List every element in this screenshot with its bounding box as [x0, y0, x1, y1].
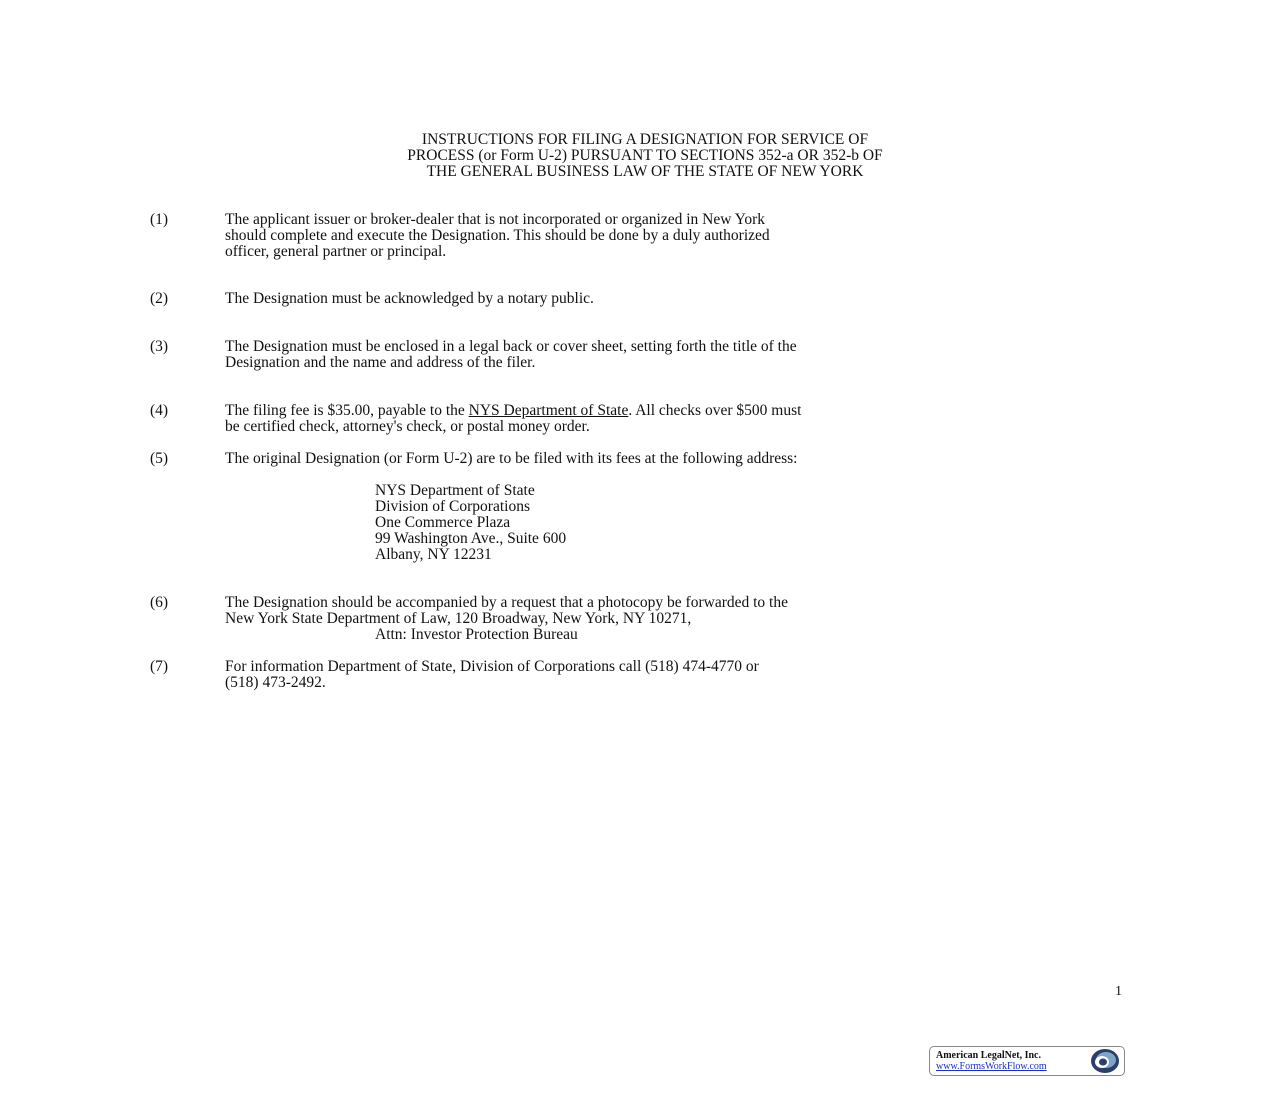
item-number: (1): [150, 211, 169, 228]
globe-icon: [1087, 1048, 1121, 1074]
item-number: (4): [150, 402, 169, 419]
item-number: (7): [150, 658, 169, 675]
item-text: New York State Department of Law, 120 Broadway, New York, NY 10271,: [225, 610, 692, 627]
item-text: be certified check, attorney's check, or postal money order.: [225, 418, 590, 435]
item-text: Designation and the name and address of the filer.: [225, 354, 536, 371]
item-text: The applicant issuer or broker-dealer that is not incorporated or organized in New York: [225, 211, 766, 228]
address-line: Division of Corporations: [375, 498, 530, 515]
footer-logo: [929, 1046, 1125, 1076]
item-text: The Designation must be acknowledged by a notary public.: [225, 290, 594, 307]
page-number: 1: [1115, 984, 1122, 999]
address-line: NYS Department of State: [375, 482, 535, 499]
address-line: 99 Washington Ave., Suite 600: [375, 530, 567, 547]
logo-url-link[interactable]: www.FormsWorkFlow.com: [936, 1061, 1047, 1072]
item-text: should complete and execute the Designation. This should be done by a duly authorized: [225, 227, 770, 244]
title-line: THE GENERAL BUSINESS LAW OF THE STATE OF NEW YORK: [426, 163, 864, 180]
item-text: The Designation must be enclosed in a legal back or cover sheet, setting forth the title of the: [225, 338, 797, 355]
item-text: (518) 473-2492.: [225, 674, 326, 691]
item-number: (2): [150, 290, 169, 307]
item-text: Attn: Investor Protection Bureau: [375, 626, 578, 643]
title-line: PROCESS (or Form U-2) PURSUANT TO SECTIONS 352-a OR 352-b OF: [407, 147, 883, 164]
item-number: (6): [150, 594, 169, 611]
item-text: For information Department of State, Division of Corporations call (518) 474-4770 or: [225, 658, 759, 675]
item-text: officer, general partner or principal.: [225, 243, 447, 260]
item-text: The original Designation (or Form U-2) are to be filed with its fees at the following address:: [225, 450, 798, 467]
logo-company: American LegalNet, Inc.: [936, 1050, 1041, 1061]
text: The filing fee is $35.00, payable to the: [225, 402, 469, 419]
address-line: One Commerce Plaza: [375, 514, 511, 531]
address-line: Albany, NY 12231: [375, 546, 492, 563]
title-line: INSTRUCTIONS FOR FILING A DESIGNATION FOR SERVICE OF: [421, 131, 869, 148]
item-number: (3): [150, 338, 169, 355]
text: . All checks over $500 must: [628, 402, 802, 419]
nys-department-link: NYS Department of State: [468, 402, 629, 419]
item-text: The Designation should be accompanied by a request that a photocopy be forwarded to the: [225, 594, 788, 611]
item-number: (5): [150, 450, 169, 467]
